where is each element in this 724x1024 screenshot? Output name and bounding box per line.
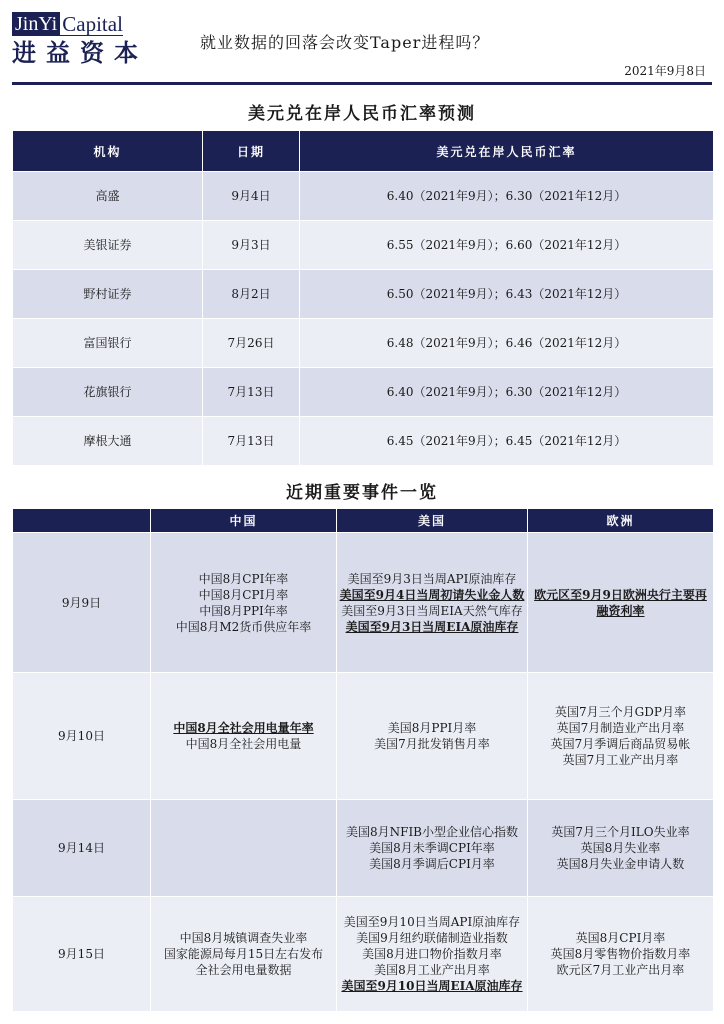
event-item: 美国8月进口物价指数月率 xyxy=(362,947,502,961)
fx-row xyxy=(13,319,714,368)
logo-text-chinese: 进益资本 xyxy=(12,38,148,67)
event-item: 美国8月PPI月率 xyxy=(387,721,477,735)
events-column-header: 中国 xyxy=(151,509,337,533)
events-column-header: 欧洲 xyxy=(528,509,714,533)
events-column-header: 美国 xyxy=(337,509,528,533)
fx-column-header: 美元兑在岸人民币汇率 xyxy=(300,131,714,172)
event-item: 中国8月全社会用电量 xyxy=(185,737,302,751)
date-cell: 7月26日 xyxy=(203,319,300,368)
event-item: 美国8月NFIB小型企业信心指数 xyxy=(345,825,519,839)
event-item: 美国8月季调后CPI月率 xyxy=(369,857,495,871)
event-item: 美国8月未季调CPI年率 xyxy=(369,841,495,855)
event-china-cell xyxy=(151,897,337,1012)
forecast-cell: 6.40（2021年9月）；6.30（2021年12月） xyxy=(300,172,714,221)
event-europe-cell xyxy=(528,897,714,1012)
event-item: 美国9月纽约联储制造业指数 xyxy=(356,931,508,945)
logo-text-capital: Capital xyxy=(62,12,123,36)
fx-row xyxy=(13,270,714,319)
key-event-item: 美国至9月3日当周EIA原油库存 xyxy=(345,619,519,634)
event-item: 美国8月工业产出月率 xyxy=(374,963,490,977)
event-item: 欧元区7月工业产出月率 xyxy=(556,963,685,977)
event-item: 中国8月CPI年率 xyxy=(198,571,289,586)
event-item: 英国8月CPI月率 xyxy=(575,931,666,945)
institution-cell: 花旗银行 xyxy=(13,368,203,417)
key-event-item: 欧元区至9月9日欧洲央行主要再融资利率 xyxy=(534,587,707,618)
event-item: 中国8月城镇调查失业率 xyxy=(179,931,308,945)
logo-text-jinyi: JinYi xyxy=(12,12,60,36)
company-logo xyxy=(12,12,150,67)
event-date-cell: 9月10日 xyxy=(13,673,151,800)
events-section-title: 近期重要事件一览 xyxy=(286,483,438,503)
fx-row xyxy=(13,221,714,270)
event-item: 英国7月制造业产出月率 xyxy=(556,721,685,735)
forecast-cell: 6.40（2021年9月）；6.30（2021年12月） xyxy=(300,368,714,417)
fx-header-row xyxy=(13,131,714,172)
event-item: 美国至9月3日当周API原油库存 xyxy=(347,571,517,586)
event-item: 国家能源局每月15日左右发布 xyxy=(163,947,324,961)
events-table xyxy=(12,508,714,1012)
event-item: 美国至9月10日当周API原油库存 xyxy=(343,915,521,929)
page-header xyxy=(0,0,724,80)
event-item: 美国至9月3日当周EIA天然气库存 xyxy=(341,603,523,618)
date-cell: 9月3日 xyxy=(203,221,300,270)
institution-cell: 美银证券 xyxy=(13,221,203,270)
key-event-item: 中国8月全社会用电量年率 xyxy=(173,721,314,735)
event-china-cell xyxy=(151,533,337,673)
event-item: 中国8月M2货币供应年率 xyxy=(175,619,312,634)
event-date-cell: 9月15日 xyxy=(13,897,151,1012)
event-item: 英国8月失业率 xyxy=(580,841,661,855)
institution-cell: 高盛 xyxy=(13,172,203,221)
fx-row xyxy=(13,368,714,417)
events-row xyxy=(13,673,714,800)
institution-cell: 富国银行 xyxy=(13,319,203,368)
fx-column-header: 机构 xyxy=(13,131,203,172)
institution-cell: 野村证券 xyxy=(13,270,203,319)
events-column-header xyxy=(13,509,151,533)
logo-wordmark xyxy=(12,12,123,36)
event-us-cell xyxy=(337,673,528,800)
fx-row xyxy=(13,172,714,221)
event-item: 中国8月CPI月率 xyxy=(198,587,289,602)
event-date-cell: 9月9日 xyxy=(13,533,151,673)
event-item: 英国8月失业金申请人数 xyxy=(556,857,685,871)
date-cell: 7月13日 xyxy=(203,368,300,417)
document-title: 就业数据的回落会改变Taper进程吗？ xyxy=(200,33,490,52)
event-item: 英国8月零售物价指数月率 xyxy=(550,947,691,961)
event-europe-cell xyxy=(528,533,714,673)
event-item: 美国7月批发销售月率 xyxy=(374,737,490,751)
date-cell: 7月13日 xyxy=(203,417,300,466)
date-cell: 9月4日 xyxy=(203,172,300,221)
fx-row xyxy=(13,417,714,466)
event-us-cell xyxy=(337,533,528,673)
event-item: 全社会用电量数据 xyxy=(195,963,292,977)
event-china-cell xyxy=(151,800,337,897)
events-row xyxy=(13,533,714,673)
event-europe-cell xyxy=(528,673,714,800)
forecast-cell: 6.50（2021年9月）；6.43（2021年12月） xyxy=(300,270,714,319)
events-header-row xyxy=(13,509,714,533)
event-date-cell: 9月14日 xyxy=(13,800,151,897)
event-china-cell xyxy=(151,673,337,800)
event-us-cell xyxy=(337,897,528,1012)
document-date: 2021年9月8日 xyxy=(624,64,706,78)
fx-column-header: 日期 xyxy=(203,131,300,172)
fx-forecast-table xyxy=(12,130,714,466)
institution-cell: 摩根大通 xyxy=(13,417,203,466)
events-row xyxy=(13,897,714,1012)
key-event-item: 美国至9月10日当周EIA原油库存 xyxy=(341,979,523,993)
forecast-cell: 6.48（2021年9月）；6.46（2021年12月） xyxy=(300,319,714,368)
forecast-cell: 6.45（2021年9月）；6.45（2021年12月） xyxy=(300,417,714,466)
forecast-cell: 6.55（2021年9月）；6.60（2021年12月） xyxy=(300,221,714,270)
events-row xyxy=(13,800,714,897)
event-item: 英国7月三个月GDP月率 xyxy=(555,705,686,719)
event-us-cell xyxy=(337,800,528,897)
event-item: 英国7月季调后商品贸易帐 xyxy=(550,737,691,751)
event-item: 英国7月三个月ILO失业率 xyxy=(551,825,690,839)
event-europe-cell xyxy=(528,800,714,897)
date-cell: 8月2日 xyxy=(203,270,300,319)
fx-section-title: 美元兑在岸人民币汇率预测 xyxy=(248,104,476,124)
key-event-item: 美国至9月4日当周初请失业金人数 xyxy=(339,587,525,602)
header-divider xyxy=(12,82,712,85)
event-item: 英国7月工业产出月率 xyxy=(562,753,679,767)
event-item: 中国8月PPI年率 xyxy=(199,603,288,618)
